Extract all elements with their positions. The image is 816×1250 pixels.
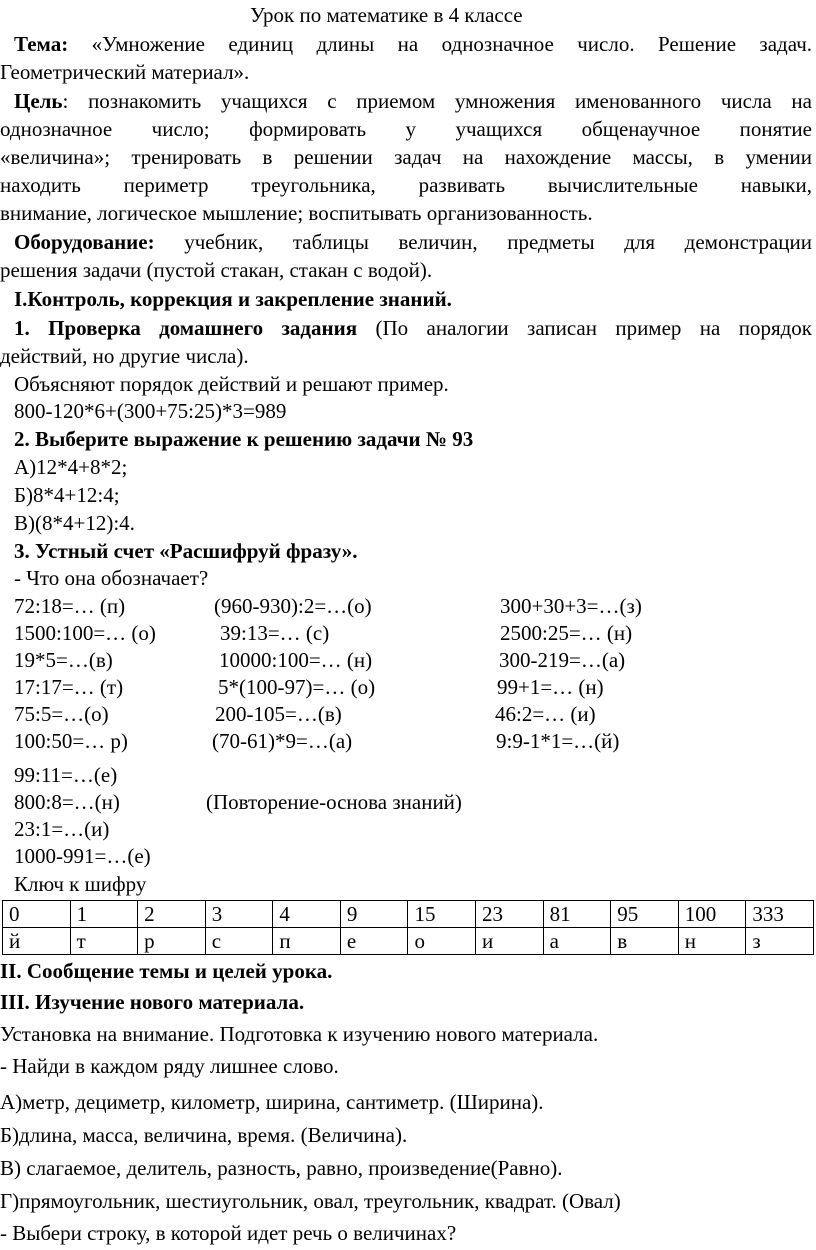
oral-heading: 3. Устный счет «Расшифруй фразу».: [14, 539, 358, 563]
study-task: - Найди в каждом ряду лишнее слово.: [0, 1054, 339, 1078]
oral-row-3-col-3: 300-219=…(а): [499, 648, 626, 672]
key-letter-cell: в: [611, 928, 679, 955]
key-letter-cell: п: [273, 928, 341, 955]
goal-line-2: однозначное число; формировать у учащихся общенаучное понятие: [0, 117, 812, 141]
oral-extra-4: 1000-991=…(е): [14, 844, 151, 868]
homework-example: 800-120*6+(300+75:25)*3=989: [14, 399, 287, 423]
key-number-cell: 3: [205, 901, 273, 928]
homework-label: 1. Проверка домашнего задания: [14, 316, 358, 340]
key-letter-cell: е: [340, 928, 408, 955]
oral-row-4-col-3: 99+1=… (н): [497, 675, 604, 699]
homework-line-1: 1. Проверка домашнего задания (По аналогии записан пример на порядок: [14, 316, 812, 340]
key-number-cell: 100: [678, 901, 746, 928]
oral-row-3-col-1: 19*5=…(в): [14, 648, 113, 672]
equipment-line-1: Оборудование: учебник, таблицы величин, предметы для демонстрации: [14, 230, 813, 254]
cipher-key-label: Ключ к шифру: [14, 872, 147, 896]
cipher-letters-row: [3, 928, 814, 955]
oral-question: - Что она обозначает?: [14, 566, 209, 590]
study-item-d: Г)прямоугольник, шестиугольник, овал, треугольник, квадрат. (Овал): [0, 1189, 621, 1213]
oral-row-5-col-2: 200-105=…(в): [215, 702, 342, 726]
equipment-line-2: решения задачи (пустой стакан, стакан с водой).: [0, 258, 433, 282]
oral-row-2-col-1: 1500:100=… (о): [14, 621, 156, 645]
key-number-cell: 4: [273, 901, 341, 928]
document-title: Урок по математике в 4 классе: [250, 3, 523, 27]
choose-heading: 2. Выберите выражение к решению задачи № 93: [14, 427, 474, 451]
key-number-cell: 1: [70, 901, 138, 928]
key-letter-cell: й: [3, 928, 71, 955]
key-number-cell: 9: [340, 901, 408, 928]
oral-note: (Повторение-основа знаний): [206, 790, 462, 814]
oral-row-2-col-2: 39:13=… (с): [220, 621, 330, 645]
oral-extra-2: 800:8=…(н): [14, 790, 120, 814]
topic-line-2: Геометрический материал».: [0, 60, 250, 84]
key-number-cell: 95: [611, 901, 679, 928]
choose-option-b: Б)8*4+12:4;: [14, 483, 120, 507]
oral-row-4-col-2: 5*(100-97)=… (о): [218, 675, 376, 699]
key-letter-cell: с: [205, 928, 273, 955]
oral-row-4-col-1: 17:17=… (т): [14, 675, 124, 699]
key-letter-cell: р: [138, 928, 206, 955]
oral-row-1-col-3: 300+30+3=…(з): [500, 594, 642, 618]
goal-line-1: Цель: познакомить учащихся с приемом умножения именованного числа на: [14, 89, 812, 113]
key-number-cell: 333: [746, 901, 814, 928]
oral-row-1-col-2: (960-930):2=…(о): [214, 594, 372, 618]
goal-line-3: «величина»; тренировать в решении задач на нахождение массы, в умении: [0, 145, 812, 169]
goal-line-4: находить периметр треугольника, развивать вычислительные навыки,: [0, 173, 812, 197]
study-item-a: А)метр, дециметр, километр, ширина, сантиметр. (Ширина).: [0, 1090, 544, 1114]
oral-row-6-col-1: 100:50=… р): [14, 729, 128, 753]
goal-line-5: внимание, логическое мышление; воспитывать организованность.: [0, 201, 593, 225]
choose-option-c: В)(8*4+12):4.: [14, 511, 135, 535]
oral-row-1-col-1: 72:18=… (п): [14, 594, 126, 618]
study-intro: Установка на внимание. Подготовка к изучению нового материала.: [0, 1022, 599, 1046]
key-letter-cell: и: [476, 928, 544, 955]
topic-label: Тема:: [14, 32, 69, 56]
key-letter-cell: о: [408, 928, 476, 955]
section-3-heading: III. Изучение нового материала.: [0, 990, 305, 1014]
key-number-cell: 0: [3, 901, 71, 928]
topic-line-1: Тема: «Умножение единиц длины на однозначное число. Решение задач.: [14, 32, 813, 56]
key-letter-cell: з: [746, 928, 814, 955]
cipher-numbers-row: [3, 901, 814, 928]
study-item-c: В) слагаемое, делитель, разность, равно, произведение(Равно).: [0, 1156, 563, 1180]
choose-option-a: А)12*4+8*2;: [14, 455, 128, 479]
oral-row-5-col-1: 75:5=…(о): [14, 702, 109, 726]
oral-extra-1: 99:11=…(е): [14, 763, 118, 787]
oral-row-6-col-2: (70-61)*9=…(а): [212, 729, 353, 753]
oral-extra-3: 23:1=…(и): [14, 817, 110, 841]
key-number-cell: 23: [476, 901, 544, 928]
key-number-cell: 2: [138, 901, 206, 928]
oral-row-3-col-2: 10000:100=… (н): [219, 648, 373, 672]
goal-label: Цель: [14, 89, 63, 113]
key-letter-cell: а: [543, 928, 611, 955]
oral-row-2-col-3: 2500:25=… (н): [500, 621, 633, 645]
oral-row-6-col-3: 9:9-1*1=…(й): [496, 729, 620, 753]
key-number-cell: 81: [543, 901, 611, 928]
homework-line-2: действий, но другие числа).: [0, 344, 249, 368]
oral-row-5-col-3: 46:2=… (и): [495, 702, 596, 726]
key-number-cell: 15: [408, 901, 476, 928]
section-2-heading: II. Сообщение темы и целей урока.: [0, 959, 333, 983]
study-item-b: Б)длина, масса, величина, время. (Величина).: [0, 1123, 408, 1147]
key-letter-cell: н: [678, 928, 746, 955]
cipher-key-table: [2, 900, 814, 955]
equipment-label: Оборудование:: [14, 230, 155, 254]
study-last-question: - Выбери строку, в которой идет речь о величинах?: [0, 1221, 457, 1245]
homework-explain: Объясняют порядок действий и решают пример.: [14, 372, 449, 396]
section-1-heading: I.Контроль, коррекция и закрепление знаний.: [14, 287, 452, 311]
key-letter-cell: т: [70, 928, 138, 955]
